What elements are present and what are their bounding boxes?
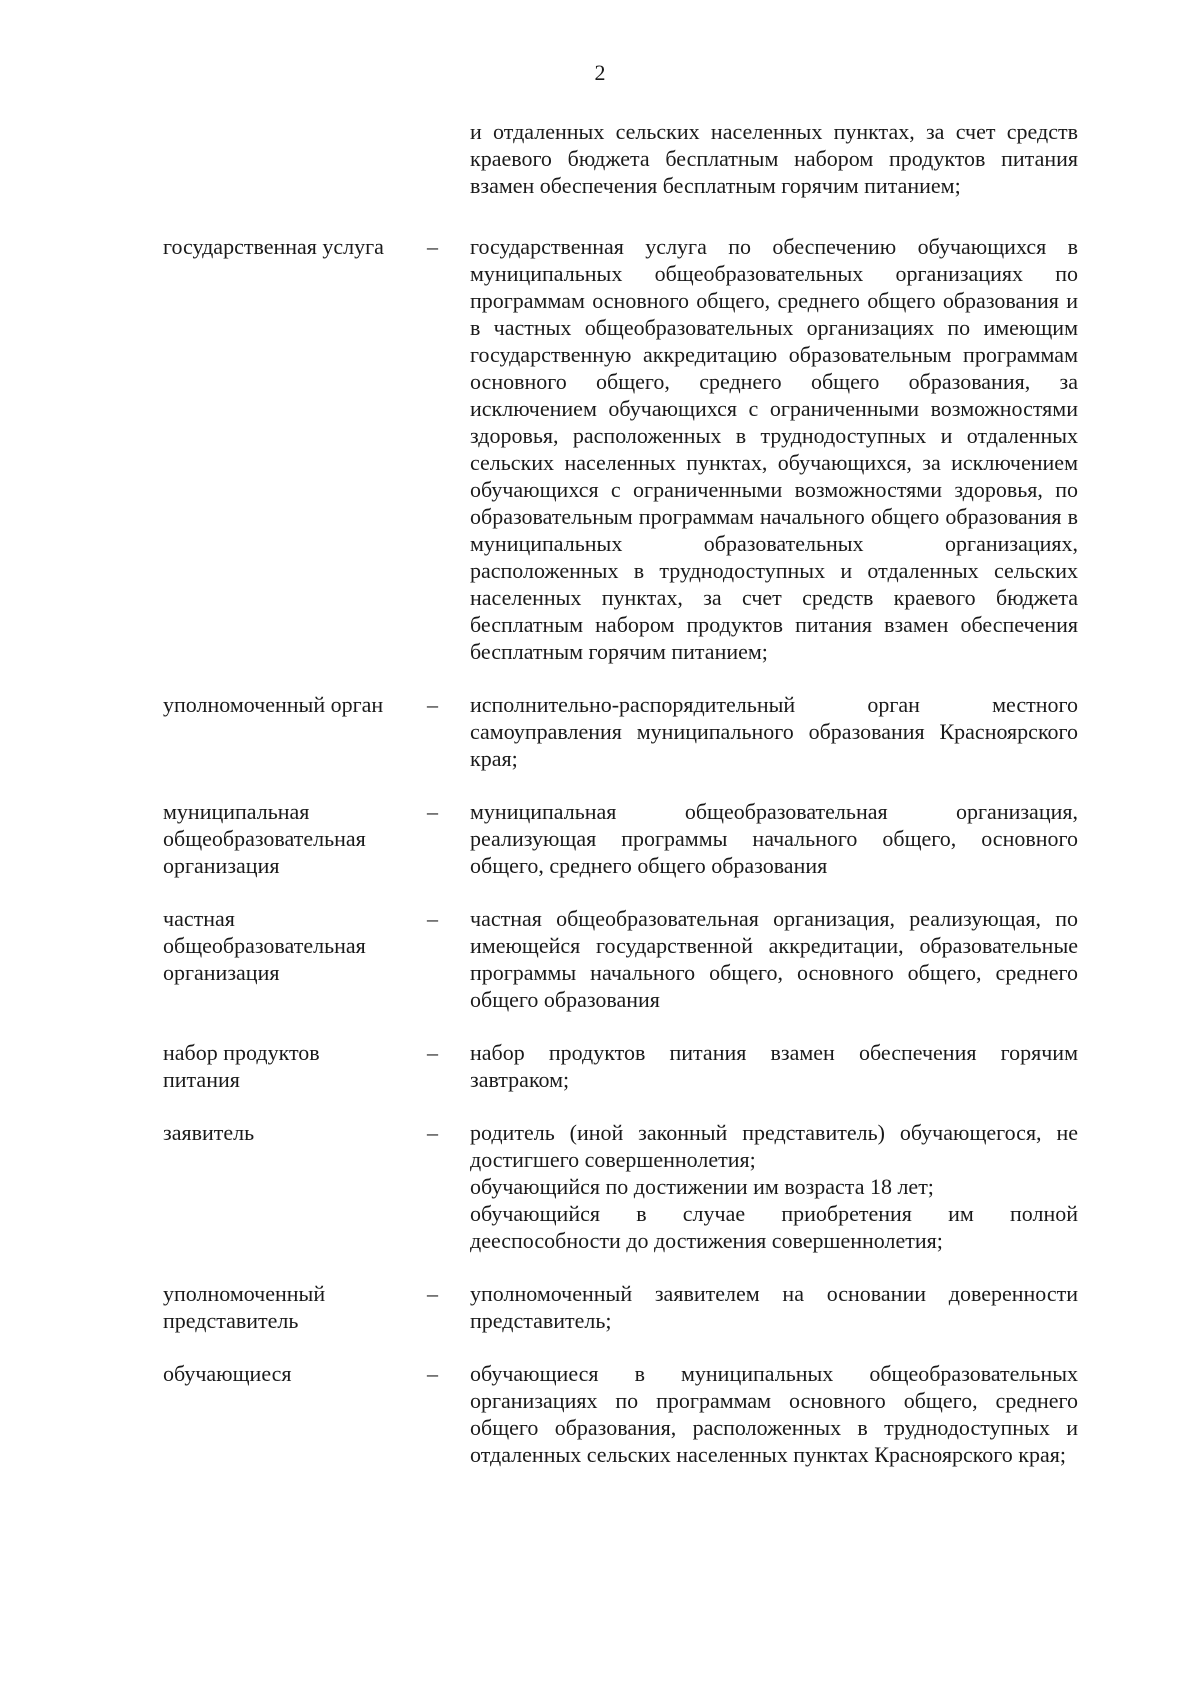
definition-applicant	[163, 1119, 1078, 1254]
definition-term: частная общеобразовательная организация	[163, 906, 366, 985]
definition-dash: –	[427, 906, 438, 931]
definition-dash: –	[427, 1120, 438, 1145]
definition-students	[163, 1360, 1078, 1468]
definition-food-set	[163, 1039, 1078, 1093]
definition-dash: –	[427, 1281, 438, 1306]
definition-text: набор продуктов питания взамен обеспечения горячим завтраком;	[470, 1040, 1078, 1092]
definitions-list	[163, 118, 1078, 1468]
definition-private-organization	[163, 905, 1078, 1013]
definition-text: частная общеобразовательная организация, реализующая, по имеющейся государственной аккредитации, образовательные программы начального общего, основного общего, среднего общего образования	[470, 906, 1078, 1012]
definition-term: государственная услуга	[163, 234, 384, 259]
continuation-entry	[163, 118, 1078, 199]
definition-dash: –	[427, 234, 438, 259]
continuation-text: и отдаленных сельских населенных пунктах, за счет средств краевого бюджета бесплатным набором продуктов питания взамен обеспечения бесплатным горячим питанием;	[470, 119, 1078, 198]
page-number: 2	[594, 60, 606, 85]
definition-term: набор продуктов питания	[163, 1040, 320, 1092]
definition-authorized-body	[163, 691, 1078, 772]
definition-term: заявитель	[163, 1120, 255, 1145]
definition-text: исполнительно-распорядительный орган местного самоуправления муниципального образования Красноярского края;	[470, 692, 1078, 771]
definition-text: государственная услуга по обеспечению обучающихся в муниципальных общеобразовательных организациях по программам основного общего, среднего общего образования и в частных общеобразовательных организациях по имеющим государственную аккредитацию образовательным программам основного общего, среднего общего образования, за исключением обучающихся с ограниченными возможностями здоровья, расположенных в труднодоступных и отдаленных сельских населенных пунктах, обучающихся, за исключением обучающихся с ограниченными возможностями здоровья, по образовательным программам начального общего образования в муниципальных образовательных организациях, расположенных в труднодоступных и отдаленных сельских населенных пунктах, за счет средств краевого бюджета бесплатным набором продуктов питания взамен обеспечения бесплатным горячим питанием;	[470, 234, 1078, 664]
definition-state-service	[163, 233, 1078, 665]
definition-term: муниципальная общеобразовательная организация	[163, 799, 366, 878]
definition-text: обучающиеся в муниципальных общеобразовательных организациях по программам основного общего, среднего общего образования, расположенных в труднодоступных и отдаленных сельских населенных пунктах Красноярского края;	[470, 1361, 1078, 1467]
definition-municipal-organization	[163, 798, 1078, 879]
definition-dash: –	[427, 1361, 438, 1386]
definition-term: уполномоченный представитель	[163, 1281, 326, 1333]
definition-dash: –	[427, 1040, 438, 1065]
definition-text: уполномоченный заявителем на основании доверенности представитель;	[470, 1281, 1078, 1333]
definition-dash: –	[427, 692, 438, 717]
definition-dash: –	[427, 799, 438, 824]
definition-authorized-representative	[163, 1280, 1078, 1334]
definition-text: муниципальная общеобразовательная организация, реализующая программы начального общего, основного общего, среднего общего образования	[470, 799, 1078, 878]
definition-term: уполномоченный орган	[163, 692, 384, 717]
definition-text: родитель (иной законный представитель) обучающегося, не достигшего совершеннолетия; обучающийся по достижении им возраста 18 лет; обучающийся в случае приобретения им полной дееспособности до достижения совершеннолетия;	[470, 1120, 1078, 1253]
definition-term: обучающиеся	[163, 1361, 292, 1386]
